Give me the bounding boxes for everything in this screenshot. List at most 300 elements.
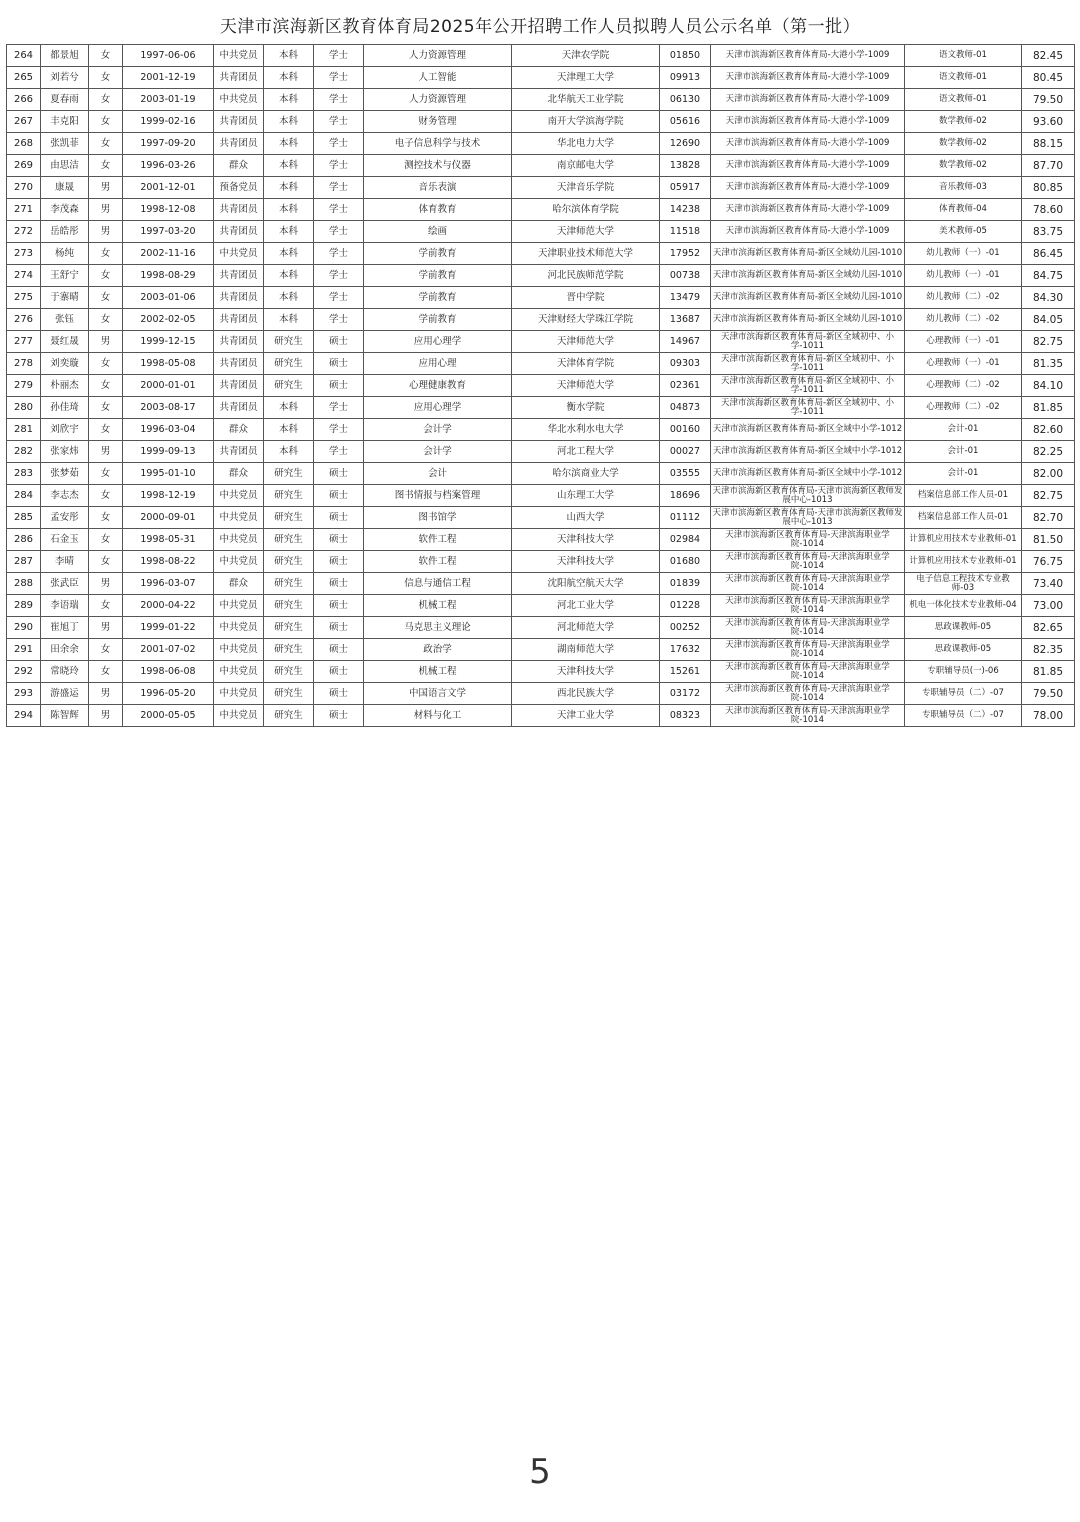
education-cell: 研究生 <box>264 331 314 353</box>
name-cell: 孟安彤 <box>41 507 89 529</box>
exam-number-cell: 01850 <box>660 45 711 67</box>
name-cell: 刘欣宇 <box>41 419 89 441</box>
political-status-cell: 中共党员 <box>214 551 264 573</box>
hiring-unit-cell: 天津市滨海新区教育体育局-大港小学-1009 <box>711 89 905 111</box>
score-cell: 81.85 <box>1022 661 1075 683</box>
row-number-cell: 274 <box>7 265 41 287</box>
hiring-unit-cell: 天津市滨海新区教育体育局-天津市滨海新区教师发展中心-1013 <box>712 507 903 527</box>
name-cell: 王舒宁 <box>41 265 89 287</box>
education-cell: 本科 <box>264 199 314 221</box>
exam-number-cell: 05616 <box>660 111 711 133</box>
exam-number-cell: 08323 <box>660 705 711 727</box>
major-cell: 马克思主义理论 <box>364 617 512 639</box>
name-cell: 刘奕璇 <box>41 353 89 375</box>
school-cell: 北华航天工业学院 <box>512 89 660 111</box>
political-status-cell: 中共党员 <box>214 617 264 639</box>
political-status-cell: 群众 <box>214 155 264 177</box>
hiring-unit-cell: 天津市滨海新区教育体育局-大港小学-1009 <box>711 199 905 221</box>
hiring-unit-cell: 天津市滨海新区教育体育局-新区全域初中、小学-1011 <box>711 397 905 419</box>
gender-cell: 女 <box>89 595 123 617</box>
major-cell: 应用心理学 <box>364 331 512 353</box>
table-row <box>7 573 1075 595</box>
education-cell: 本科 <box>264 419 314 441</box>
row-number-cell: 287 <box>7 551 41 573</box>
gender-cell: 女 <box>89 529 123 551</box>
birthdate-cell: 1996-03-04 <box>123 419 214 441</box>
hiring-unit-cell: 天津市滨海新区教育体育局-新区全域幼儿园-1010 <box>711 265 905 287</box>
hiring-unit-cell: 天津市滨海新区教育体育局-大港小学-1009 <box>711 133 905 155</box>
political-status-cell: 共青团员 <box>214 265 264 287</box>
position-cell: 语文教师-01 <box>905 45 1022 67</box>
table-row <box>7 441 1075 463</box>
hiring-unit-cell: 天津市滨海新区教育体育局-天津滨海职业学院-1014 <box>711 661 905 683</box>
gender-cell: 女 <box>89 45 123 67</box>
exam-number-cell: 17632 <box>660 639 711 661</box>
education-cell: 研究生 <box>264 529 314 551</box>
score-cell: 82.45 <box>1022 45 1075 67</box>
position-cell: 美术教师-05 <box>905 221 1022 243</box>
degree-cell: 学士 <box>314 265 364 287</box>
score-cell: 82.70 <box>1022 507 1075 529</box>
table-row <box>7 683 1075 705</box>
hiring-unit-cell: 天津市滨海新区教育体育局-大港小学-1009 <box>711 177 905 199</box>
degree-cell: 学士 <box>314 155 364 177</box>
hiring-unit-cell: 天津市滨海新区教育体育局-天津滨海职业学院-1014 <box>711 595 905 617</box>
birthdate-cell: 2000-09-01 <box>123 507 214 529</box>
political-status-cell: 中共党员 <box>214 507 264 529</box>
score-cell: 81.35 <box>1022 353 1075 375</box>
score-cell: 84.05 <box>1022 309 1075 331</box>
degree-cell: 学士 <box>314 177 364 199</box>
school-cell: 河北民族师范学院 <box>512 265 660 287</box>
score-cell: 81.50 <box>1022 529 1075 551</box>
name-cell: 石金玉 <box>41 529 89 551</box>
name-cell: 张凯菲 <box>41 133 89 155</box>
row-number-cell: 289 <box>7 595 41 617</box>
political-status-cell: 共青团员 <box>214 221 264 243</box>
education-cell: 本科 <box>264 177 314 199</box>
political-status-cell: 共青团员 <box>214 375 264 397</box>
page-number: 5 <box>529 1452 551 1492</box>
degree-cell: 学士 <box>314 199 364 221</box>
education-cell: 本科 <box>264 397 314 419</box>
table-row <box>7 485 1075 507</box>
score-cell: 81.85 <box>1022 397 1075 419</box>
position-cell: 电子信息工程技术专业教师-03 <box>905 573 1022 595</box>
row-number-cell: 265 <box>7 67 41 89</box>
position-cell: 幼儿教师（二）-02 <box>905 309 1022 331</box>
major-cell: 电子信息科学与技术 <box>364 133 512 155</box>
degree-cell: 硕士 <box>314 485 364 507</box>
degree-cell: 学士 <box>314 419 364 441</box>
major-cell: 音乐表演 <box>364 177 512 199</box>
birthdate-cell: 1997-09-20 <box>123 133 214 155</box>
birthdate-cell: 1999-12-15 <box>123 331 214 353</box>
exam-number-cell: 01228 <box>660 595 711 617</box>
table-row <box>7 309 1075 331</box>
name-cell: 崔旭丁 <box>41 617 89 639</box>
position-cell: 思政课教师-05 <box>905 617 1022 639</box>
degree-cell: 硕士 <box>314 705 364 727</box>
degree-cell: 学士 <box>314 67 364 89</box>
exam-number-cell: 18696 <box>660 485 711 507</box>
birthdate-cell: 1996-03-26 <box>123 155 214 177</box>
major-cell: 人工智能 <box>364 67 512 89</box>
row-number-cell: 294 <box>7 705 41 727</box>
degree-cell: 硕士 <box>314 507 364 529</box>
position-cell: 心理教师（一）-01 <box>905 353 1022 375</box>
table-row <box>7 67 1075 89</box>
table-row <box>7 221 1075 243</box>
education-cell: 本科 <box>264 67 314 89</box>
exam-number-cell: 03555 <box>660 463 711 485</box>
birthdate-cell: 1997-03-20 <box>123 221 214 243</box>
gender-cell: 女 <box>89 375 123 397</box>
exam-number-cell: 13828 <box>660 155 711 177</box>
score-cell: 84.10 <box>1022 375 1075 397</box>
gender-cell: 女 <box>89 551 123 573</box>
score-cell: 79.50 <box>1022 683 1075 705</box>
degree-cell: 学士 <box>314 243 364 265</box>
position-cell: 专职辅导员（二）-07 <box>905 705 1022 727</box>
school-cell: 天津科技大学 <box>512 661 660 683</box>
school-cell: 天津体育学院 <box>512 353 660 375</box>
major-cell: 软件工程 <box>364 529 512 551</box>
education-cell: 本科 <box>264 265 314 287</box>
row-number-cell: 275 <box>7 287 41 309</box>
gender-cell: 女 <box>89 507 123 529</box>
gender-cell: 男 <box>89 683 123 705</box>
row-number-cell: 277 <box>7 331 41 353</box>
position-cell: 会计-01 <box>905 441 1022 463</box>
row-number-cell: 292 <box>7 661 41 683</box>
position-cell: 语文教师-01 <box>905 67 1022 89</box>
row-number-cell: 271 <box>7 199 41 221</box>
hiring-unit-cell: 天津市滨海新区教育体育局-新区全域幼儿园-1010 <box>711 309 905 331</box>
major-cell: 学前教育 <box>364 287 512 309</box>
table-row <box>7 287 1075 309</box>
score-cell: 84.30 <box>1022 287 1075 309</box>
hiring-unit-cell: 天津市滨海新区教育体育局-大港小学-1009 <box>711 67 905 89</box>
birthdate-cell: 1996-05-20 <box>123 683 214 705</box>
gender-cell: 男 <box>89 177 123 199</box>
hiring-unit-cell: 天津市滨海新区教育体育局-新区全域中小学-1012 <box>711 463 905 485</box>
school-cell: 天津师范大学 <box>512 331 660 353</box>
hiring-unit-cell: 天津市滨海新区教育体育局-新区全域初中、小学-1011 <box>711 353 905 375</box>
row-number-cell: 280 <box>7 397 41 419</box>
score-cell: 78.00 <box>1022 705 1075 727</box>
political-status-cell: 共青团员 <box>214 309 264 331</box>
education-cell: 本科 <box>264 287 314 309</box>
education-cell: 本科 <box>264 441 314 463</box>
major-cell: 图书馆学 <box>364 507 512 529</box>
document-title: 天津市滨海新区教育体育局2025年公开招聘工作人员拟聘人员公示名单（第一批） <box>219 17 861 37</box>
name-cell: 田余余 <box>41 639 89 661</box>
position-cell: 心理教师（一）-01 <box>905 331 1022 353</box>
name-cell: 李晴 <box>41 551 89 573</box>
table-row <box>7 551 1075 573</box>
exam-number-cell: 14967 <box>660 331 711 353</box>
political-status-cell: 中共党员 <box>214 705 264 727</box>
gender-cell: 男 <box>89 573 123 595</box>
degree-cell: 学士 <box>314 111 364 133</box>
political-status-cell: 共青团员 <box>214 331 264 353</box>
exam-number-cell: 00027 <box>660 441 711 463</box>
exam-number-cell: 01839 <box>660 573 711 595</box>
major-cell: 学前教育 <box>364 243 512 265</box>
education-cell: 本科 <box>264 111 314 133</box>
exam-number-cell: 17952 <box>660 243 711 265</box>
school-cell: 哈尔滨商业大学 <box>512 463 660 485</box>
education-cell: 本科 <box>264 45 314 67</box>
hiring-unit-cell: 天津市滨海新区教育体育局-天津滨海职业学院-1014 <box>711 683 905 705</box>
school-cell: 天津理工大学 <box>512 67 660 89</box>
gender-cell: 女 <box>89 287 123 309</box>
birthdate-cell: 2000-04-22 <box>123 595 214 617</box>
exam-number-cell: 00160 <box>660 419 711 441</box>
row-number-cell: 282 <box>7 441 41 463</box>
education-cell: 本科 <box>264 243 314 265</box>
school-cell: 山东理工大学 <box>512 485 660 507</box>
birthdate-cell: 2003-08-17 <box>123 397 214 419</box>
political-status-cell: 中共党员 <box>214 661 264 683</box>
candidate-table <box>6 44 1075 727</box>
table-row <box>7 705 1075 727</box>
gender-cell: 女 <box>89 639 123 661</box>
name-cell: 张家炜 <box>41 441 89 463</box>
gender-cell: 女 <box>89 243 123 265</box>
score-cell: 93.60 <box>1022 111 1075 133</box>
position-cell: 体育教师-04 <box>905 199 1022 221</box>
political-status-cell: 共青团员 <box>214 287 264 309</box>
degree-cell: 硕士 <box>314 617 364 639</box>
degree-cell: 硕士 <box>314 683 364 705</box>
exam-number-cell: 09913 <box>660 67 711 89</box>
row-number-cell: 278 <box>7 353 41 375</box>
birthdate-cell: 1998-08-22 <box>123 551 214 573</box>
gender-cell: 女 <box>89 463 123 485</box>
score-cell: 76.75 <box>1022 551 1075 573</box>
education-cell: 本科 <box>264 155 314 177</box>
hiring-unit-cell: 天津市滨海新区教育体育局-天津市滨海新区教师发展中心-1013 <box>712 485 903 505</box>
birthdate-cell: 1999-09-13 <box>123 441 214 463</box>
position-cell: 音乐教师-03 <box>905 177 1022 199</box>
row-number-cell: 284 <box>7 485 41 507</box>
birthdate-cell: 2003-01-06 <box>123 287 214 309</box>
table-row <box>7 507 1075 529</box>
exam-number-cell: 05917 <box>660 177 711 199</box>
position-cell: 幼儿教师（一）-01 <box>905 243 1022 265</box>
major-cell: 应用心理 <box>364 353 512 375</box>
score-cell: 73.00 <box>1022 595 1075 617</box>
school-cell: 天津科技大学 <box>512 551 660 573</box>
education-cell: 本科 <box>264 221 314 243</box>
hiring-unit-cell: 天津市滨海新区教育体育局-新区全域中小学-1012 <box>711 441 905 463</box>
row-number-cell: 266 <box>7 89 41 111</box>
name-cell: 夏春雨 <box>41 89 89 111</box>
political-status-cell: 中共党员 <box>214 45 264 67</box>
gender-cell: 男 <box>89 331 123 353</box>
exam-number-cell: 15261 <box>660 661 711 683</box>
birthdate-cell: 2000-05-05 <box>123 705 214 727</box>
hiring-unit-cell: 天津市滨海新区教育体育局-天津滨海职业学院-1014 <box>711 529 905 551</box>
score-cell: 87.70 <box>1022 155 1075 177</box>
hiring-unit-cell: 天津市滨海新区教育体育局-新区全域幼儿园-1010 <box>711 287 905 309</box>
birthdate-cell: 1998-05-31 <box>123 529 214 551</box>
position-cell: 专职辅导员（二）-07 <box>905 683 1022 705</box>
score-cell: 80.45 <box>1022 67 1075 89</box>
gender-cell: 男 <box>89 199 123 221</box>
exam-number-cell: 09303 <box>660 353 711 375</box>
score-cell: 78.60 <box>1022 199 1075 221</box>
score-cell: 82.75 <box>1022 331 1075 353</box>
name-cell: 李语瑞 <box>41 595 89 617</box>
row-number-cell: 283 <box>7 463 41 485</box>
position-cell: 计算机应用技术专业教师-01 <box>905 529 1022 551</box>
table-row <box>7 199 1075 221</box>
school-cell: 天津农学院 <box>512 45 660 67</box>
major-cell: 信息与通信工程 <box>364 573 512 595</box>
school-cell: 华北水利水电大学 <box>512 419 660 441</box>
name-cell: 聂红晟 <box>41 331 89 353</box>
political-status-cell: 中共党员 <box>214 683 264 705</box>
name-cell: 张武臣 <box>41 573 89 595</box>
name-cell: 张钰 <box>41 309 89 331</box>
table-row <box>7 353 1075 375</box>
major-cell: 材料与化工 <box>364 705 512 727</box>
score-cell: 88.15 <box>1022 133 1075 155</box>
table-row <box>7 133 1075 155</box>
table-row <box>7 419 1075 441</box>
political-status-cell: 共青团员 <box>214 397 264 419</box>
birthdate-cell: 1996-03-07 <box>123 573 214 595</box>
position-cell: 机电一体化技术专业教师-04 <box>905 595 1022 617</box>
school-cell: 天津职业技术师范大学 <box>512 243 660 265</box>
gender-cell: 女 <box>89 133 123 155</box>
education-cell: 研究生 <box>264 353 314 375</box>
degree-cell: 硕士 <box>314 529 364 551</box>
row-number-cell: 272 <box>7 221 41 243</box>
political-status-cell: 中共党员 <box>214 485 264 507</box>
degree-cell: 硕士 <box>314 375 364 397</box>
political-status-cell: 群众 <box>214 573 264 595</box>
school-cell: 天津科技大学 <box>512 529 660 551</box>
exam-number-cell: 00252 <box>660 617 711 639</box>
gender-cell: 女 <box>89 485 123 507</box>
row-number-cell: 273 <box>7 243 41 265</box>
birthdate-cell: 1998-12-08 <box>123 199 214 221</box>
degree-cell: 学士 <box>314 287 364 309</box>
gender-cell: 女 <box>89 111 123 133</box>
name-cell: 于寨晴 <box>41 287 89 309</box>
political-status-cell: 中共党员 <box>214 243 264 265</box>
education-cell: 研究生 <box>264 485 314 507</box>
major-cell: 应用心理学 <box>364 397 512 419</box>
education-cell: 研究生 <box>264 573 314 595</box>
position-cell: 幼儿教师（一）-01 <box>905 265 1022 287</box>
position-cell: 档案信息部工作人员-01 <box>905 507 1022 529</box>
degree-cell: 硕士 <box>314 331 364 353</box>
education-cell: 研究生 <box>264 551 314 573</box>
exam-number-cell: 11518 <box>660 221 711 243</box>
education-cell: 本科 <box>264 133 314 155</box>
school-cell: 衡水学院 <box>512 397 660 419</box>
school-cell: 湖南师范大学 <box>512 639 660 661</box>
name-cell: 岳皓彤 <box>41 221 89 243</box>
political-status-cell: 共青团员 <box>214 133 264 155</box>
political-status-cell: 共青团员 <box>214 199 264 221</box>
birthdate-cell: 1998-08-29 <box>123 265 214 287</box>
table-row <box>7 331 1075 353</box>
major-cell: 人力资源管理 <box>364 89 512 111</box>
row-number-cell: 268 <box>7 133 41 155</box>
school-cell: 南京邮电大学 <box>512 155 660 177</box>
score-cell: 82.35 <box>1022 639 1075 661</box>
political-status-cell: 中共党员 <box>214 639 264 661</box>
education-cell: 研究生 <box>264 507 314 529</box>
gender-cell: 女 <box>89 397 123 419</box>
exam-number-cell: 13479 <box>660 287 711 309</box>
hiring-unit-cell: 天津市滨海新区教育体育局-天津滨海职业学院-1014 <box>711 639 905 661</box>
birthdate-cell: 2001-12-19 <box>123 67 214 89</box>
gender-cell: 男 <box>89 441 123 463</box>
row-number-cell: 285 <box>7 507 41 529</box>
birthdate-cell: 1998-05-08 <box>123 353 214 375</box>
gender-cell: 女 <box>89 155 123 177</box>
row-number-cell: 269 <box>7 155 41 177</box>
political-status-cell: 群众 <box>214 419 264 441</box>
degree-cell: 硕士 <box>314 463 364 485</box>
school-cell: 河北工程大学 <box>512 441 660 463</box>
school-cell: 天津师范大学 <box>512 221 660 243</box>
education-cell: 研究生 <box>264 661 314 683</box>
row-number-cell: 281 <box>7 419 41 441</box>
gender-cell: 女 <box>89 353 123 375</box>
school-cell: 天津工业大学 <box>512 705 660 727</box>
school-cell: 天津音乐学院 <box>512 177 660 199</box>
birthdate-cell: 1995-01-10 <box>123 463 214 485</box>
gender-cell: 男 <box>89 221 123 243</box>
major-cell: 人力资源管理 <box>364 45 512 67</box>
position-cell: 思政课教师-05 <box>905 639 1022 661</box>
name-cell: 朴丽杰 <box>41 375 89 397</box>
exam-number-cell: 03172 <box>660 683 711 705</box>
education-cell: 研究生 <box>264 617 314 639</box>
school-cell: 华北电力大学 <box>512 133 660 155</box>
school-cell: 哈尔滨体育学院 <box>512 199 660 221</box>
exam-number-cell: 02361 <box>660 375 711 397</box>
birthdate-cell: 2002-02-05 <box>123 309 214 331</box>
birthdate-cell: 1999-02-16 <box>123 111 214 133</box>
education-cell: 研究生 <box>264 683 314 705</box>
hiring-unit-cell: 天津市滨海新区教育体育局-新区全域幼儿园-1010 <box>711 243 905 265</box>
political-status-cell: 预备党员 <box>214 177 264 199</box>
name-cell: 李志杰 <box>41 485 89 507</box>
score-cell: 86.45 <box>1022 243 1075 265</box>
gender-cell: 女 <box>89 661 123 683</box>
table-row <box>7 529 1075 551</box>
degree-cell: 学士 <box>314 221 364 243</box>
major-cell: 软件工程 <box>364 551 512 573</box>
name-cell: 都景旭 <box>41 45 89 67</box>
table-row <box>7 375 1075 397</box>
birthdate-cell: 2001-12-01 <box>123 177 214 199</box>
political-status-cell: 群众 <box>214 463 264 485</box>
major-cell: 图书情报与档案管理 <box>364 485 512 507</box>
table-row <box>7 177 1075 199</box>
school-cell: 西北民族大学 <box>512 683 660 705</box>
exam-number-cell: 12690 <box>660 133 711 155</box>
